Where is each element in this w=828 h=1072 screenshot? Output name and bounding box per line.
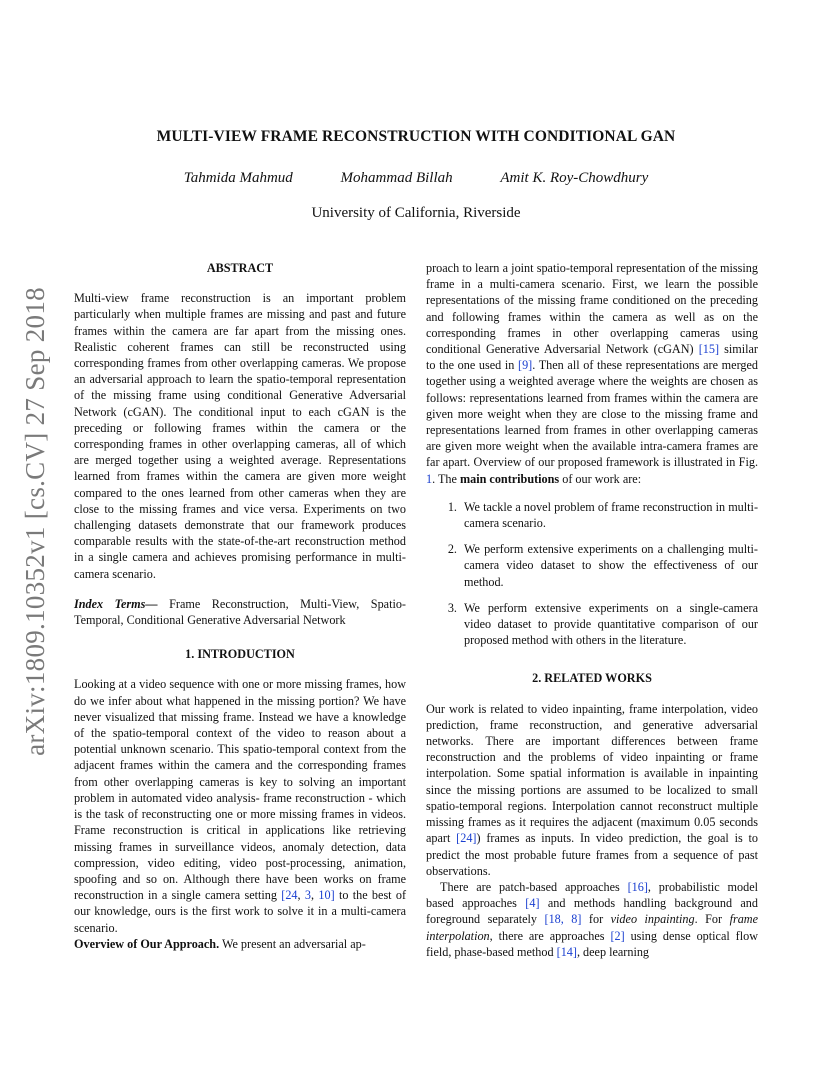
figure-link[interactable]: 1 [426, 471, 433, 486]
overview-paragraph [74, 936, 406, 952]
citation-link[interactable]: [15] [698, 342, 720, 357]
citation-link[interactable]: [2] [610, 928, 625, 943]
related-text-a: Our work is related to video inpainting, frame interpolation, video prediction, frame reconstruction, and generative adversarial networks. There are important differences between frame reconstruction and the problems of video inpainting or frame interpolation. Some spatial information is available in inpainting since the missing portions are assumed to be localized to small spatio-temporal regions. Interpolation cannot reconstruct multiple missing frames as it requires the adjacent (maximum 0.05 seconds apart [426, 701, 758, 846]
abstract-text: Multi-view frame reconstruction is an important problem particularly when multiple frames are missing and past and future frames within the camera are far apart from the missing ones. Realistic coherent frames can still be reconstructed using corresponding frames from other overlapping cameras. We propose an adversarial approach to learn the spatio-temporal representation of the missing frame using conditional Generative Adversarial Network (cGAN). The conditional input to each cGAN is the preceding or following frames within the camera or the corresponding frames in other overlapping cameras, all of which are merged together using a weighted average. Representations learned from frames within the camera are given more weight compared to the ones learned from other cameras when they are close to the missing frames and vice versa. Experiments on two challenging datasets demonstrate that our framework produces comparable results with the state-of-the-art reconstruction method in a single camera and achieves promising performance in multi-camera scenario. [74, 291, 406, 581]
author-1: Tahmida Mahmud [183, 170, 293, 186]
list-item: 3. We perform extensive experiments on a single-camera video dataset to provide quantitative comparison of our proposed method with others in the literature. [460, 600, 758, 649]
overview-label: Overview of Our Approach. [74, 936, 220, 951]
arxiv-stamp [12, 286, 58, 756]
citation-link[interactable]: [4] [525, 896, 540, 911]
related-p2-e: . For [694, 912, 730, 927]
index-terms [74, 596, 406, 628]
arxiv-id: arXiv:1809.10352v1 [cs.CV] 27 Sep 2018 [19, 286, 50, 756]
overview-continued [426, 260, 758, 487]
related-paragraph-1 [426, 701, 758, 879]
author-list [74, 170, 758, 187]
list-item: 1. We tackle a novel problem of frame reconstruction in multi-camera scenario. [460, 499, 758, 531]
intro-heading: 1. INTRODUCTION [185, 647, 295, 662]
overview-text-left: We present an adversarial ap- [219, 936, 366, 951]
index-terms-text: Frame Reconstruction, Multi-View, Spatio-Temporal, Conditional Generative Adversarial Network [74, 596, 406, 628]
citation-link[interactable]: 10] [318, 888, 335, 903]
citation-link[interactable]: [24] [456, 831, 477, 846]
author-3: Amit K. Roy-Chowdhury [500, 170, 649, 186]
right-column [426, 260, 758, 960]
overview-rest: . Then all of these representations are merged together using a weighted average where the weights are chosen as follows: representations learned from frames within the camera are given more weight when they are close to the missing frame and representations learned from frames in other overlapping cameras are given more weight when the available intra-camera frames are far apart. Overview of our proposed framework is illustrated in Fig. [426, 358, 758, 470]
citation-link[interactable]: [18, 8] [544, 912, 582, 927]
related-text-b: ) frames as inputs. In video prediction, the goal is to predict the most probable future frames from a sequence of past observations. [426, 831, 758, 878]
overview-text-continued: proach to learn a joint spatio-temporal representation of the missing frame in a multi-camera scenario. First, we learn the possible representations of the missing frame conditioned on the preceding and following frames within the camera as well as on the corresponding frames in other overlapping cameras using conditional Generative Adversarial Network (cGAN) [426, 261, 758, 357]
left-column [74, 260, 406, 952]
related-paragraph-2 [426, 879, 758, 960]
citation-link[interactable]: [16] [627, 879, 648, 894]
related-p2-a: There are patch-based approaches [440, 879, 628, 894]
overview-end-b: of our work are: [559, 471, 642, 486]
cite-sep: , [297, 888, 305, 903]
intro-text-b: to the best of our knowledge, ours is the first work to solve it in a multi-camera scenario. [74, 888, 407, 935]
affiliation: University of California, Riverside [311, 205, 521, 221]
contributions-list [426, 499, 758, 649]
related-p2-f: , there are approaches [489, 928, 611, 943]
related-p2-h: , deep learning [576, 944, 650, 959]
intro-paragraph [74, 676, 406, 935]
intro-text-a: Looking at a video sequence with one or more missing frames, how do we infer about what happened in the missing portion? We have never visualized that missing frame. Instead we have a knowledge of the spatio-temporal context of the video to reason about a potential unknown scenario. This spatio-temporal context from the adjacent frames within the camera and the corresponding frames from other overlapping cameras is key to solving an important problem in automated video analysis- frame reconstruction - which is the task of reconstructing one or more missing frames in videos. Frame reconstruction is critical in applications like retrieving missing frames in surveillance videos, anomaly detection, data compression, video editing, video post-processing, animation, spoofing and so on. Although there have been works on frame reconstruction in a single camera setting [74, 677, 406, 903]
citation-link[interactable]: [14] [556, 944, 577, 959]
citation-link[interactable]: [9] [518, 358, 533, 373]
index-terms-label: Index Terms— [74, 596, 158, 611]
overview-mid: similar to the one used in [426, 342, 758, 373]
related-p2-c: and methods handling background and foreground separately [426, 896, 758, 927]
related-p2-d: for [581, 912, 611, 927]
author-2: Mohammad Billah [340, 170, 453, 186]
paper-title: MULTI-VIEW FRAME RECONSTRUCTION WITH CONDITIONAL GAN [156, 128, 676, 145]
citation-link[interactable]: [24 [281, 888, 298, 903]
italic-term: video inpainting [610, 912, 695, 927]
related-heading: 2. RELATED WORKS [532, 671, 652, 686]
related-p2-g: using dense optical flow field, phase-based method [426, 928, 758, 959]
citation-link[interactable]: 3 [304, 888, 311, 903]
main-contributions: main contributions [459, 471, 560, 486]
overview-end-a: . The [432, 471, 460, 486]
italic-term: frame interpolation [426, 912, 759, 943]
related-p2-b: , probabilistic model based approaches [426, 879, 759, 911]
cite-sep: , [311, 888, 319, 903]
abstract-heading: ABSTRACT [206, 261, 274, 275]
list-item: 2. We perform extensive experiments on a challenging multi-camera video dataset to show the effectiveness of our method. [460, 541, 758, 590]
